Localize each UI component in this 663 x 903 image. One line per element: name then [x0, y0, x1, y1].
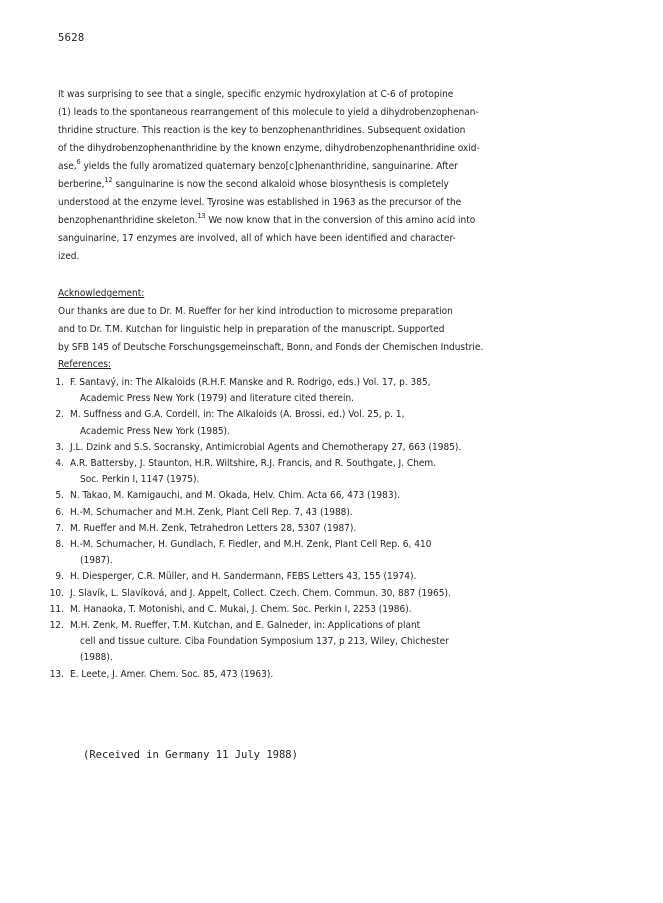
reference-item [42, 442, 461, 454]
acknowledgement-line: Our thanks are due to Dr. M. Rueffer for her kind introduction to microsome preparation [58, 306, 453, 317]
reference-number: 2. [55, 409, 64, 420]
reference-number: 3. [55, 442, 64, 453]
reference-continuation: (1988). [80, 652, 113, 663]
reference-text: E. Leete, J. Amer. Chem. Soc. 85, 473 (1963). [70, 669, 274, 680]
reference-number: 8. [55, 539, 64, 550]
reference-item [42, 588, 451, 600]
reference-item [42, 377, 431, 389]
acknowledgement-heading: Acknowledgement: [58, 288, 145, 299]
reference-continuation: (1987). [80, 555, 113, 566]
body-text-span: yields the fully aromatized quaternary benzo[c]phenanthridine, sanguinarine. After [80, 161, 458, 172]
body-line [58, 176, 449, 191]
reference-number: 6. [55, 507, 64, 518]
reference-item [42, 604, 412, 616]
body-text-span: We now know that in the conversion of this amino acid into [205, 215, 476, 226]
reference-continuation: Academic Press New York (1985). [80, 426, 230, 437]
reference-number: 4. [55, 458, 64, 469]
reference-text: A.R. Battersby, J. Staunton, H.R. Wiltshire, R.J. Francis, and R. Southgate, J. Chem. [70, 458, 437, 469]
reference-number: 5. [55, 490, 64, 501]
body-line [58, 158, 458, 173]
body-line: sanguinarine, 17 enzymes are involved, all of which have been identified and character- [58, 233, 456, 244]
reference-number: 12. [49, 620, 64, 631]
reference-text: H.-M. Schumacher and M.H. Zenk, Plant Cell Rep. 7, 43 (1988). [70, 507, 353, 518]
reference-text: H.-M. Schumacher, H. Gundlach, F. Fiedler, and M.H. Zenk, Plant Cell Rep. 6, 410 [70, 539, 432, 550]
citation-superscript: 6 [76, 158, 81, 166]
reference-item [42, 507, 353, 519]
reference-item [42, 620, 420, 632]
body-text-span: ase, [58, 161, 77, 172]
reference-continuation: Academic Press New York (1979) and literature cited therein. [80, 393, 354, 404]
reference-text: M. Rueffer and M.H. Zenk, Tetrahedron Letters 28, 5307 (1987). [70, 523, 357, 534]
reference-text: H. Diesperger, C.R. Müller, and H. Sandermann, FEBS Letters 43, 155 (1974). [70, 571, 417, 582]
reference-text: N. Takao, M. Kamigauchi, and M. Okada, Helv. Chim. Acta 66, 473 (1983). [70, 490, 400, 501]
citation-superscript: 12 [104, 176, 113, 184]
reference-number: 9. [55, 571, 64, 582]
reference-continuation: Soc. Perkin I, 1147 (1975). [80, 474, 200, 485]
reference-text: J.L. Dzink and S.S. Socransky, Antimicrobial Agents and Chemotherapy 27, 663 (1985). [70, 442, 462, 453]
body-line: (1) leads to the spontaneous rearrangement of this molecule to yield a dihydrobenzophenan- [58, 107, 479, 118]
body-text-span: sanguinarine is now the second alkaloid whose biosynthesis is completely [112, 179, 449, 190]
reference-number: 13. [49, 669, 64, 680]
acknowledgement-line: and to Dr. T.M. Kutchan for linguistic help in preparation of the manuscript. Supported [58, 324, 445, 335]
body-line: It was surprising to see that a single, specific enzymic hydroxylation at C-6 of protopine [58, 89, 454, 100]
reference-text: M. Hanaoka, T. Motonishi, and C. Mukai, J. Chem. Soc. Perkin I, 2253 (1986). [70, 604, 412, 615]
received-date: (Received in Germany 11 July 1988) [83, 749, 298, 761]
reference-item [42, 409, 404, 421]
citation-superscript: 13 [197, 212, 206, 220]
reference-item [42, 669, 273, 681]
reference-continuation: cell and tissue culture. Ciba Foundation Symposium 137, p 213, Wiley, Chichester [80, 636, 449, 647]
reference-number: 10. [49, 588, 64, 599]
reference-item [42, 571, 416, 583]
body-line: of the dihydrobenzophenanthridine by the known enzyme, dihydrobenzophenanthridine oxid- [58, 143, 480, 154]
reference-number: 7. [55, 523, 64, 534]
body-line: thridine structure. This reaction is the key to benzophenanthridines. Subsequent oxidation [58, 125, 466, 136]
body-line: understood at the enzyme level. Tyrosine was established in 1963 as the precursor of the [58, 197, 462, 208]
reference-text: F. Santavý, in: The Alkaloids (R.H.F. Manske and R. Rodrigo, eds.) Vol. 17, p. 385, [70, 377, 431, 388]
body-line [58, 212, 476, 227]
reference-text: M. Suffness and G.A. Cordell, in: The Alkaloids (A. Brossi, ed.) Vol. 25, p. 1, [70, 409, 405, 420]
reference-number: 11. [49, 604, 64, 615]
reference-number: 1. [55, 377, 64, 388]
reference-item [42, 523, 356, 535]
body-text-span: berberine, [58, 179, 105, 190]
acknowledgement-line: by SFB 145 of Deutsche Forschungsgemeinschaft, Bonn, and Fonds der Chemischen Industrie. [58, 342, 484, 353]
page-number: 5628 [58, 32, 85, 44]
references-heading: References: [58, 359, 111, 370]
reference-item [42, 490, 400, 502]
reference-item [42, 458, 436, 470]
reference-item [42, 539, 431, 551]
body-text-span: benzophenanthridine skeleton. [58, 215, 198, 226]
body-line: ized. [58, 251, 80, 262]
reference-text: J. Slavík, L. Slavíková, and J. Appelt, Collect. Czech. Chem. Commun. 30, 887 (1965). [70, 588, 451, 599]
reference-text: M.H. Zenk, M. Rueffer, T.M. Kutchan, and E. Galneder, in: Applications of plant [70, 620, 421, 631]
